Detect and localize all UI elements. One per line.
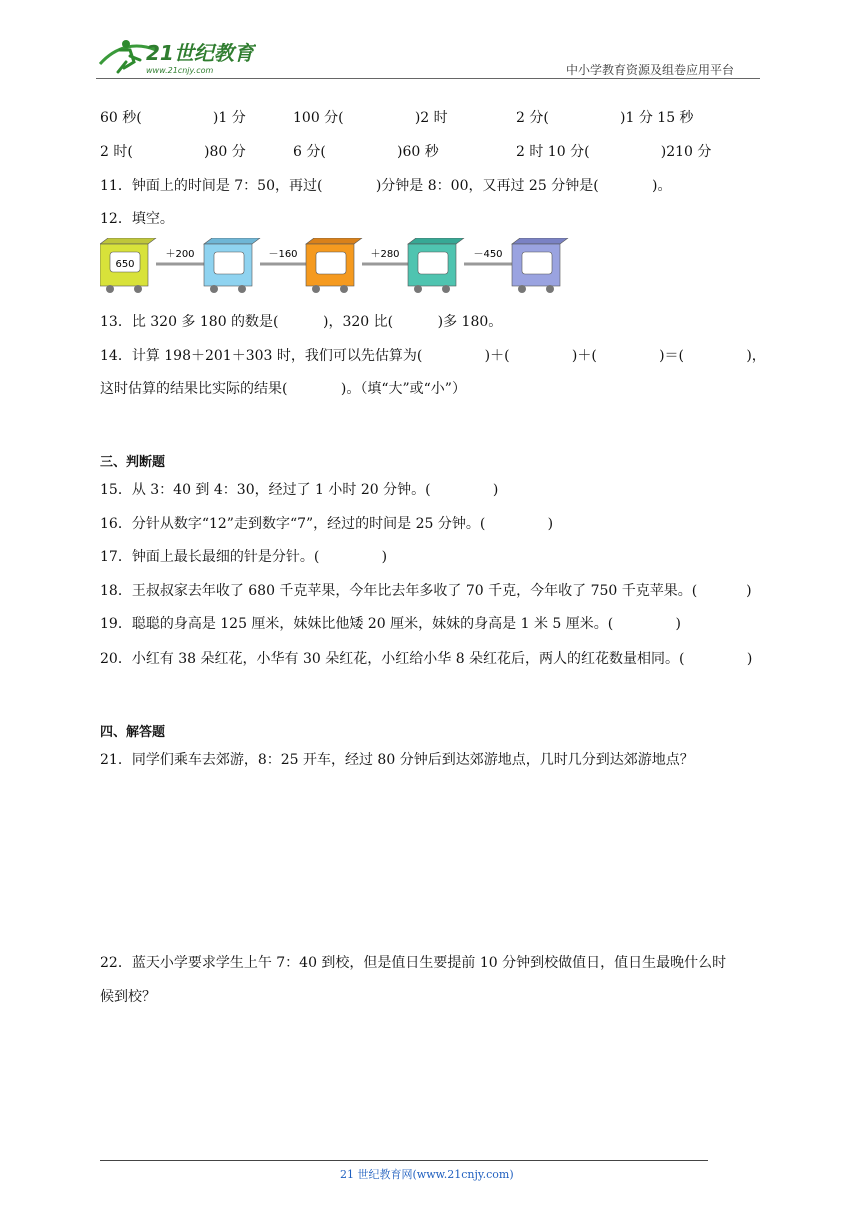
section-3-title: 三、判断题 [100,455,166,470]
train-car-5 [512,238,568,293]
compare-1a: 60 秒( )1 分 [100,110,246,126]
compare-1c: 2 分( )1 分 15 秒 [516,110,694,126]
question-11: 11．钟面上的时间是 7：50，再过( )分钟是 8：00，又再过 25 分钟是( )。 [100,178,672,194]
question-14-line1: 14．计算 198＋201＋303 时，我们可以先估算为( )＋( )＋( )＝( )， [100,348,766,364]
question-21: 21．同学们乘车去郊游，8：25 开车，经过 80 分钟后到达郊游地点，几时几分到达郊游地点？ [100,752,694,768]
question-22-line2: 候到校？ [100,989,156,1005]
compare-2c: 2 时 10 分( )210 分 [516,144,712,160]
start-value: 650 [115,259,135,270]
train-car-4 [408,238,464,293]
header-divider [96,78,760,79]
question-18: 18．王叔叔家去年收了 680 千克苹果，今年比去年多收了 70 千克，今年收了 750 千克苹果。( ) [100,583,752,599]
blank-box-1 [214,252,244,274]
question-15: 15．从 3：40 到 4：30，经过了 1 小时 20 分钟。( ) [100,482,499,498]
compare-1b: 100 分( )2 时 [293,110,448,126]
section-4-title: 四、解答题 [100,725,166,740]
blank-box-4 [522,252,552,274]
question-14-line2: 这时估算的结果比实际的结果( )。（填“大”或“小”） [100,381,466,397]
platform-tagline: 中小学教育资源及组卷应用平台 [566,63,735,77]
blank-box-3 [418,252,448,274]
train-car-3 [306,238,362,293]
train-diagram [100,238,580,296]
compare-2a: 2 时( )80 分 [100,144,246,160]
blank-box-2 [316,252,346,274]
op-3: ＋280 [370,249,400,260]
train-car-2 [204,238,260,293]
op-4: －450 [473,249,503,260]
logo-url: www.21cnjy.com [146,66,214,75]
site-logo [96,36,256,78]
logo-text: 21世纪教育 [146,41,254,65]
question-13: 13．比 320 多 180 的数是( )，320 比( )多 180。 [100,314,503,330]
op-2: －160 [268,249,298,260]
footer-divider [100,1160,708,1161]
question-19: 19．聪聪的身高是 125 厘米，妹妹比他矮 20 厘米，妹妹的身高是 1 米 5 厘米。( ) [100,616,681,632]
question-17: 17．钟面上最长最细的针是分针。( ) [100,549,388,565]
op-1: ＋200 [165,249,195,260]
compare-2b: 6 分( )60 秒 [293,144,439,160]
question-16: 16．分针从数字“12”走到数字“7”，经过的时间是 25 分钟。( ) [100,516,554,532]
question-20: 20．小红有 38 朵红花，小华有 30 朵红花，小红给小华 8 朵红花后，两人的红花数量相同。( ) [100,651,753,667]
question-22-line1: 22．蓝天小学要求学生上午 7：40 到校，但是值日生要提前 10 分钟到校做值日，值日生最晚什么时 [100,955,727,971]
train-car-1 [100,238,156,293]
question-12: 12．填空。 [100,211,174,227]
footer-link[interactable]: 21 世纪教育网(www.21cnjy.com) [340,1168,514,1181]
